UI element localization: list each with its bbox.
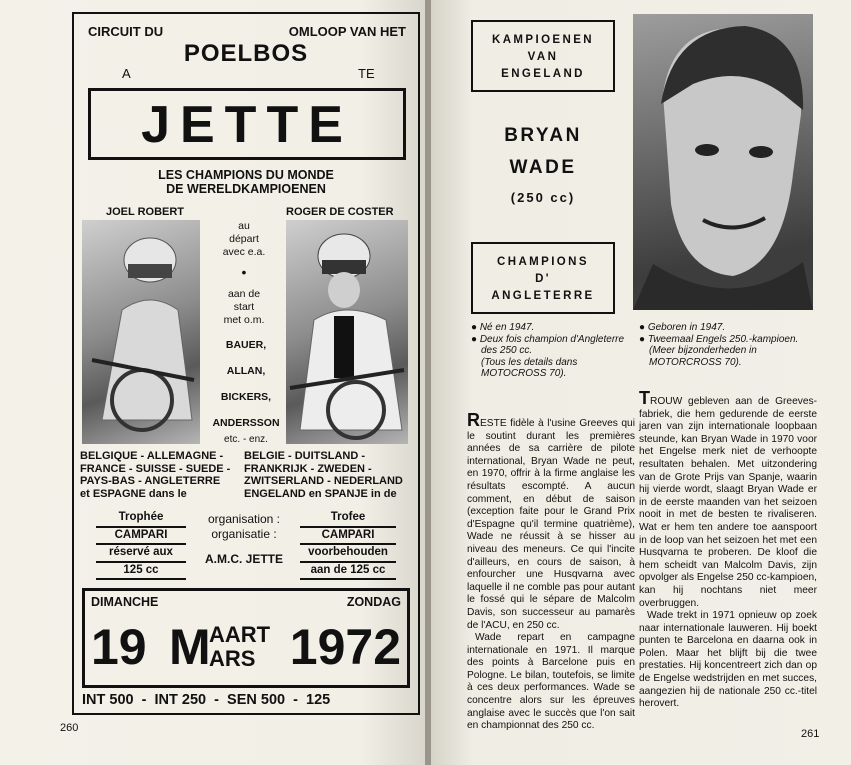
article-fr-text1: ESTE fidèle à l'usine Greeves qui le soutint durant les premières années de sa carrière de pilote international, Bryan Wade ne peut, en 1970, offrir à la firme anglaise les résultats escompté. A aucun comment, en début de saison (exception faite pour le Grand Prix d'Espagne qu'il termine quatrième), Wade ne réussit à se hisser au niveau des meneurs. Ce qui l'incite d'ailleurs, en cours de saison, à enfourcher une Husqvarna avec laquelle il ne comble pas pour autant le fossé qui le sépare de Malcolm Davis, son successeur au pamarès de l'ACU, en 250 cc.: [467, 418, 635, 631]
event-poster: [72, 12, 420, 715]
title-fr: [473, 254, 613, 305]
trophy-line: Trofee: [300, 510, 396, 528]
start-fr-line2: départ: [229, 233, 259, 245]
trophy-line: aan de 125 cc: [300, 563, 396, 581]
rider-last-name: WADE: [509, 157, 577, 178]
countries-nl: [244, 450, 403, 500]
dropcap-fr: R: [467, 410, 480, 430]
trophy-line: CAMPARI: [96, 528, 186, 546]
title-fr-line: ANGLETERRE: [491, 290, 595, 302]
title-nl-line: ENGELAND: [501, 68, 585, 80]
title-box-fr: [471, 242, 615, 314]
page-number-left: 260: [60, 722, 79, 734]
trophy-fr: [96, 510, 186, 580]
page-number-right: 261: [801, 728, 820, 740]
venue-title: POELBOS: [183, 40, 309, 67]
rider2-photo: [286, 220, 408, 444]
fact-text: Geboren in 1947.: [647, 322, 726, 333]
day-fr: DIMANCHE: [91, 595, 159, 609]
fact-text: Deux fois champion d'Angleterre des 250 cc.: [479, 333, 625, 357]
city-title: JETTE: [141, 96, 353, 154]
other-riders: [204, 332, 288, 436]
start-nl-line3: met o.m.: [223, 314, 265, 326]
title-nl-line: VAN: [527, 51, 559, 63]
title-nl: [473, 32, 613, 83]
champions-nl: DE WERELDKAMPIOENEN: [166, 182, 326, 196]
fact-fr: ● Deux fois champion d'Angleterre des 250 cc.: [471, 333, 625, 357]
header-fr: CIRCUIT DU: [88, 24, 164, 39]
date-day: 19: [91, 619, 147, 675]
header-nl: OMLOOP VAN HET: [288, 24, 406, 39]
fact-nl: ● Tweemaal Engels 250.-kampioen.: [639, 333, 799, 345]
fact-nl-note: (Meer bijzonderheden in MOTORCROSS 70).: [649, 345, 757, 368]
etc-text: etc. - enz.: [224, 434, 268, 445]
org-nl: organisatie :: [211, 527, 277, 541]
org-fr: organisation :: [207, 512, 281, 526]
trophy-line: 125 cc: [96, 563, 186, 581]
country-line: FRANKRIJK - ZWEDEN -: [244, 462, 372, 475]
race-classes: INT 500 - INT 250 - SEN 500 - 125: [82, 692, 331, 708]
country-line: FRANCE - SUISSE - SUEDE -: [80, 462, 231, 475]
fact-fr: ● Né en 1947.: [471, 322, 535, 333]
left-page: [0, 0, 425, 765]
trophy-line: réservé aux: [96, 545, 186, 563]
country-line: ZWITSERLAND - NEDERLAND: [244, 475, 403, 487]
bullet: •: [241, 264, 247, 280]
other-rider: ALLAN,: [226, 365, 266, 377]
start-nl-line1: aan de: [227, 288, 261, 300]
rider1-photo: [82, 220, 200, 444]
start-nl-line2: start: [233, 301, 255, 313]
city-box: [88, 88, 406, 160]
article-nl: [639, 388, 817, 711]
country-line: ENGELAND en SPANJE in de: [244, 487, 397, 500]
start-fr-line1: au: [238, 220, 250, 232]
fact-text: Tweemaal Engels 250.-kampioen.: [647, 333, 799, 345]
country-line: BELGIQUE - ALLEMAGNE -: [80, 450, 224, 462]
start-fr-line3: avec e.a.: [222, 246, 266, 258]
word-te: TE: [358, 66, 375, 81]
countries-fr: [80, 450, 230, 500]
other-rider: ANDERSSON: [212, 417, 280, 429]
date-year: 1972: [289, 619, 401, 675]
country-line: PAYS-BAS - ANGLETERRE: [80, 475, 221, 487]
start-fr: [204, 220, 284, 259]
trophy-line: Trophée: [96, 510, 186, 528]
article-nl-p1: [639, 388, 817, 610]
rider2-name: ROGER DE COSTER: [286, 206, 394, 218]
other-rider: BICKERS,: [220, 391, 272, 403]
month-initial: M: [169, 619, 211, 675]
organisation: [184, 512, 304, 567]
fact-nl: ● Geboren in 1947.: [639, 322, 726, 333]
rider2-illustration: [286, 220, 408, 444]
word-a: A: [122, 66, 131, 81]
facts-fr: [471, 322, 639, 380]
rider-first-name: BRYAN: [504, 125, 582, 146]
article-nl-text1: ROUW gebleven aan de Greeves-fabriek, die hem gedurende de eerste jaren van zijn internationale loopbaan steunde, kan Bryan Wade in 1970 voor het Engelse merk niet de verhoopte resultaten behalen. Met uitzondering van de Grote Prijs van Spanje, waarin hij vierde wordt, slaagt Bryan Wade er in de eerste maanden van het seizoen nooit in met de besten te rivaliseren. Wat er hem ten andere toe aanspoort in de loop van het seizoen het met een Husqvarna te proberen. De kloof die hem scheidt van Malcolm Davis, zijn opvolger als Engelse 250 cc-kampioen, kan hij nochtans niet meer overbruggen.: [639, 396, 817, 609]
title-fr-line: CHAMPIONS: [497, 256, 589, 268]
article-nl-p2: Wade trekt in 1971 opnieuw op zoek naar internationale lauweren. Hij boekt punten te Barcelona en daarna ook in Polen. Maar het blijft bij die twee prestaties. Hij koncentreert zich dan op de Engelse wedstrijden en met succes, aangezien hij de nationale 250 cc.-titel herovert.: [639, 610, 817, 710]
champions-fr: LES CHAMPIONS DU MONDE: [158, 168, 334, 182]
title-box-nl: [471, 20, 615, 92]
date-box: [82, 588, 410, 688]
fact-fr-note: (Tous les details dans MOTOCROSS 70).: [481, 356, 578, 380]
month-fr-tail: ARS: [209, 646, 256, 671]
portrait-photo: [633, 14, 813, 310]
organizer: A.M.C. JETTE: [204, 552, 283, 566]
article-fr-p1: [467, 410, 635, 632]
title-nl-line: KAMPIOENEN: [492, 34, 594, 46]
trophy-line: CAMPARI: [300, 528, 396, 546]
rider-class: (250 cc): [510, 190, 576, 205]
article-fr: [467, 410, 635, 733]
country-line: BELGIE - DUITSLAND -: [244, 450, 365, 462]
day-nl: ZONDAG: [346, 595, 401, 609]
portrait-illustration: [633, 14, 813, 310]
title-fr-line: D': [535, 273, 551, 285]
facts-nl: [639, 322, 815, 368]
start-nl: [204, 288, 284, 327]
rider-name: [471, 120, 615, 184]
month-nl-tail: AART: [209, 622, 271, 647]
fact-text: Né en 1947.: [479, 322, 535, 333]
right-page: [431, 0, 851, 765]
article-fr-p2: Wade repart en campagne internationale en 1971. Il marque des points à Barcelone puis en Pologne. Le bilan, toutefois, se limite à ces deux performances. Wade se concentre alors sur les épreuves anglaise avec le succès que l'on sait en championnat des 250 cc.: [467, 632, 635, 732]
rider1-illustration: [82, 220, 200, 444]
trophy-nl: [300, 510, 396, 580]
country-line: et ESPAGNE dans le: [80, 487, 187, 500]
trophy-line: voorbehouden: [300, 545, 396, 563]
dropcap-nl: T: [639, 388, 650, 408]
rider1-name: JOEL ROBERT: [106, 206, 185, 218]
other-rider: BAUER,: [225, 339, 267, 351]
